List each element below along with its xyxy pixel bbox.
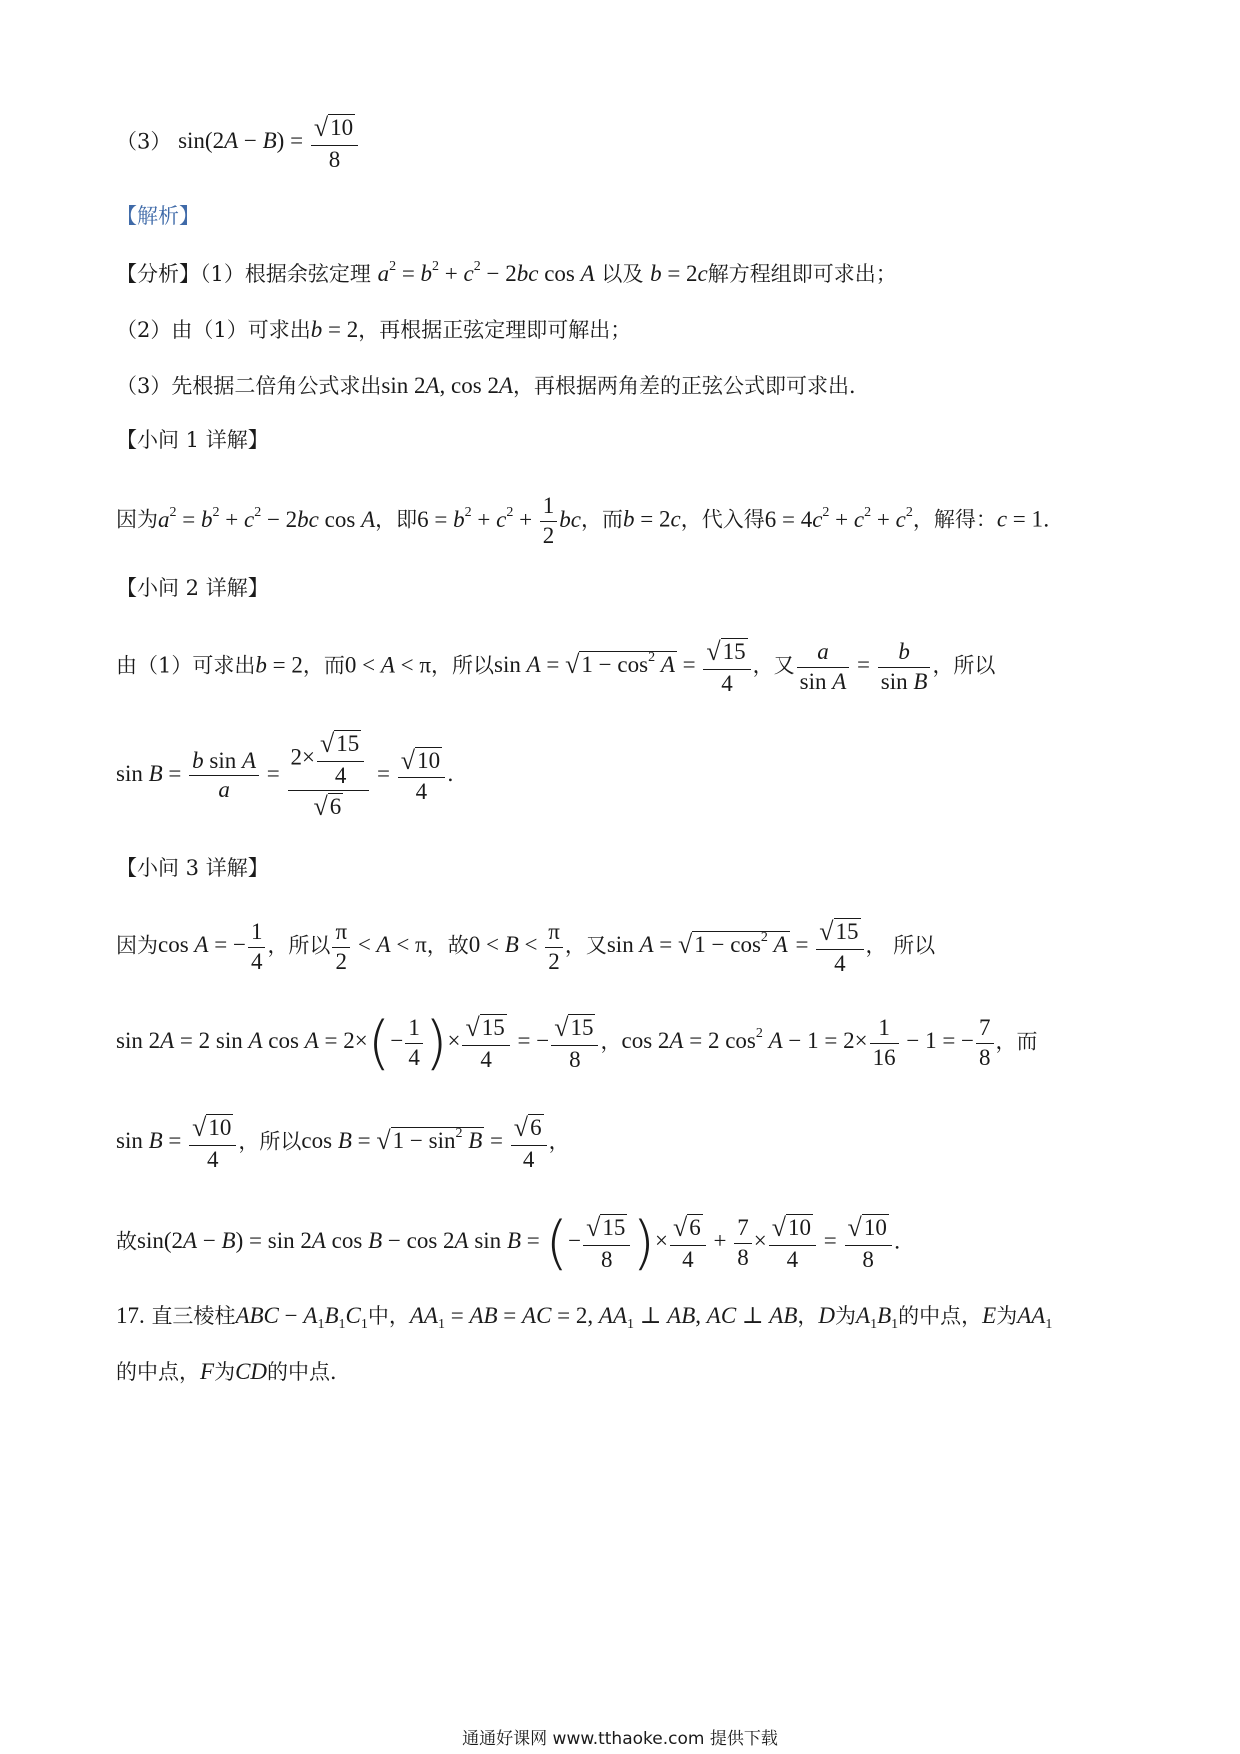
q3-t2: ，所以 <box>267 933 331 958</box>
q3-t5: ， 所以 <box>865 933 936 958</box>
q1-heading: 【小问 1 详解】 <box>116 428 269 452</box>
q3-heading: 【小问 3 详解】 <box>116 856 269 880</box>
q1-t5: ，解得： <box>912 507 997 532</box>
problem-17-line-1 <box>116 1303 1053 1332</box>
q2-formula-5: sin B = $\frac{\text{b sin A}}{a}$ = 2× $\frac{√15}{4}$ √6 = $\frac{√10}{4}$ <box>116 761 447 786</box>
q3-t4: ，又 <box>564 933 607 958</box>
q2-t2: ，而 <box>302 653 345 678</box>
q3-t7: ，而 <box>995 1029 1038 1054</box>
q1-t4: ，代入得 <box>680 507 765 532</box>
q1-formula-2: $6 = b^2 + c^2$ + $\frac{1}{2}$ bc <box>417 493 582 548</box>
q1-t1: 因为 <box>116 507 158 532</box>
q2-formula-3: $\sin A = √1 - \cos^2 A$ = $\frac{√15}{4}$ <box>494 652 753 677</box>
jiexi-heading: 【解析】 <box>116 204 200 228</box>
problem-17-t9: 的中点． <box>267 1360 352 1384</box>
problem-17-conditions: $AA_1$ = AB = AC = 2, $AA_1$ ⊥ AB, AC ⊥ AB <box>409 1303 798 1332</box>
q2-t4: ，又 <box>752 653 795 678</box>
q1-formula-5: c = 1 <box>996 506 1044 532</box>
b-eq-2: b = 2 <box>310 317 359 342</box>
fenxi-line-2 <box>116 318 631 341</box>
answer-3-line <box>116 112 360 174</box>
point-F: F <box>200 1359 215 1384</box>
q3-t1: 因为 <box>116 933 158 958</box>
problem-17-line-2 <box>116 1360 351 1383</box>
problem-17-t2: 中， <box>367 1304 410 1328</box>
point-E: E <box>982 1303 997 1328</box>
footer-text: 通通好课网 www.tthaoke.com 提供下载 <box>462 1729 778 1749</box>
segment-AA1: $AA_1$ <box>1017 1303 1053 1332</box>
q3-formula-2: $\frac{\pi}{2}$ < A < π <box>330 932 426 957</box>
q2-t5: ，所以 <box>932 653 996 678</box>
q3-solution-line-3 <box>116 1112 570 1174</box>
problem-17-t3: ， <box>797 1304 819 1328</box>
fenxi-p3-a: （3）先根据二倍角公式求出 <box>116 374 382 398</box>
fenxi-p1-end: 解方程组即可求出； <box>707 262 897 286</box>
segment-CD: CD <box>235 1359 268 1384</box>
problem-17-t4: 为 <box>835 1304 857 1328</box>
q2-t1: 由（1）可求出 <box>116 653 256 678</box>
problem-17-t5: 的中点， <box>898 1304 983 1328</box>
q3-formula-8: $\cos B = √1 - \sin^2 B$ = $\frac{√6}{4}$ <box>301 1128 548 1153</box>
problem-17-t8: 为 <box>214 1360 236 1384</box>
fenxi-p2-a: （2）由（1）可求出 <box>116 318 311 342</box>
fenxi-p1-text: （1）根据余弦定理 <box>200 262 371 286</box>
point-D: D <box>818 1303 836 1328</box>
q1-solution-line <box>116 492 1064 551</box>
q3-t6: ， <box>600 1029 622 1054</box>
fenxi-line-1 <box>116 259 897 286</box>
q1-formula-4: $6 = 4c^2 + c^2 + c^2$ <box>764 504 913 532</box>
q2-formula-4: $\frac{a}{\text{sin A}}$ = $\frac{b}{\text{sin B}}$ <box>795 652 933 677</box>
q3-t9: ， <box>548 1129 570 1154</box>
q3-formula-6: cos 2A = 2 $\cos^2 A - 1 = 2\times$ $\frac{1}{16}$ − 1 = − $\frac{7}{8}$ <box>621 1028 995 1053</box>
fenxi-p2-b: ，再根据正弦定理即可解出； <box>358 318 632 342</box>
problem-17-t6: 为 <box>996 1304 1018 1328</box>
problem-17-t1: 直三棱柱 <box>151 1304 236 1328</box>
b-eq-2c: b = 2c <box>650 261 708 286</box>
segment-A1B1: $A_1B_1$ <box>856 1303 899 1332</box>
prism-name: ABC − $A_1B_1C_1$ <box>235 1303 368 1332</box>
q2-t3: ，所以 <box>431 653 494 678</box>
q2-formula-2: 0 < A < π <box>344 652 431 678</box>
problem-17-number: 17. <box>116 1303 145 1328</box>
q3-t11: ． <box>893 1229 915 1254</box>
q2-solution-line-2 <box>116 728 468 824</box>
q3-formula-4: $\sin A = √1 - \cos^2 A$ = $\frac{√15}{4}$ <box>607 932 866 957</box>
q3-t10: 故 <box>116 1229 137 1254</box>
q3-solution-line-2 <box>116 1009 1038 1078</box>
q2-heading: 【小问 2 详解】 <box>116 576 269 600</box>
q3-formula-9: sin(2A − B) = sin 2A cos B − cos 2A sin B = (− $\frac{√15}{8}$ )× $\frac{√6}{4}$ + $\frac{7}{8}$ × $\frac{√10}{4}$ = $\frac{√10}{8}$ <box>137 1228 894 1253</box>
q3-solution-line-1 <box>116 916 935 978</box>
answer-3-formula: sin(2A − B) = $\frac{√10}{8}$ <box>178 128 360 153</box>
q3-t3: ，故 <box>426 933 469 958</box>
q3-formula-5: sin 2A = 2 sin A cos A = 2×(− $\frac{1}{4}$ )× $\frac{√15}{4}$ = − $\frac{√15}{8}$ <box>116 1028 600 1053</box>
fenxi-p3-b: ，再根据两角差的正弦公式即可求出． <box>513 374 871 398</box>
law-of-cosines-formula: $a^2 = b^2 + c^2 - 2bc$ cos A <box>377 259 595 286</box>
fenxi-p1-mid: 以及 <box>601 262 644 286</box>
fenxi-label: 【分析】 <box>116 262 200 286</box>
q2-t6: ． <box>447 762 469 787</box>
q3-formula-1: cos A = − $\frac{1}{4}$ <box>158 932 267 957</box>
answer-3-label: （3） <box>116 129 172 154</box>
sin2A-cos2A: sin 2A, cos 2A <box>381 373 514 398</box>
q3-t8: ，所以 <box>238 1129 302 1154</box>
q1-t3: ，而 <box>581 507 624 532</box>
fenxi-line-3 <box>116 374 870 397</box>
q1-formula-1: $a^2 = b^2 + c^2 - 2bc$ cos A <box>158 504 376 532</box>
q1-t6: ． <box>1043 507 1065 532</box>
q1-t2: ，即 <box>375 507 418 532</box>
q3-solution-line-4 <box>116 1209 915 1278</box>
q1-formula-3: b = 2c <box>623 506 681 532</box>
q2-formula-1: b = 2 <box>255 652 303 678</box>
q2-solution-line-1 <box>116 636 995 698</box>
problem-17-t7: 的中点， <box>116 1360 200 1384</box>
q3-formula-3: 0 < B < $\frac{\pi}{2}$ <box>469 932 565 957</box>
q3-formula-7: sin B = $\frac{√10}{4}$ <box>116 1128 238 1153</box>
